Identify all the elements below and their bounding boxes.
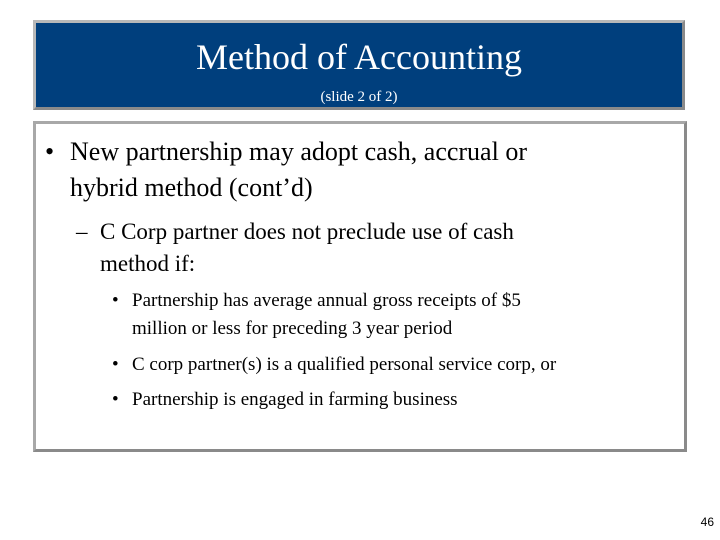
list-item-marker: • bbox=[112, 389, 119, 410]
list-item-text-continued: million or less for preceding 3 year period bbox=[132, 318, 453, 339]
list-item-marker: • bbox=[112, 354, 119, 375]
bullet-text-line-2: hybrid method (cont’d) bbox=[70, 173, 313, 202]
title-banner bbox=[33, 20, 685, 110]
sub-bullet-text-line-2: method if: bbox=[100, 251, 196, 276]
content-panel bbox=[33, 121, 687, 452]
list-item-text: C corp partner(s) is a qualified personal service corp, or bbox=[132, 354, 557, 375]
sub-bullet-marker: – bbox=[76, 219, 88, 244]
bullet-marker: • bbox=[45, 137, 55, 166]
list-item-text: Partnership has average annual gross receipts of $5 bbox=[132, 290, 521, 311]
list-item-marker: • bbox=[112, 290, 119, 311]
slide-title: Method of Accounting bbox=[196, 37, 522, 77]
sub-bullet-text-line-1: C Corp partner does not preclude use of cash bbox=[100, 219, 514, 244]
slide-subtitle: (slide 2 of 2) bbox=[320, 89, 398, 105]
list-item-text: Partnership is engaged in farming business bbox=[132, 389, 458, 410]
bullet-text-line-1: New partnership may adopt cash, accrual or bbox=[70, 137, 527, 166]
page-number: 46 bbox=[700, 515, 714, 529]
